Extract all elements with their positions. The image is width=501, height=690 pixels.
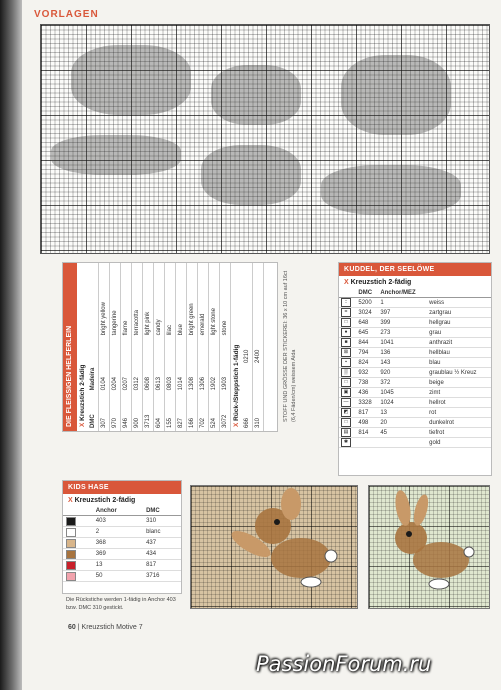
motif-silhouette — [341, 55, 451, 135]
kids-hase-legend — [62, 480, 182, 594]
helper-back-table — [242, 263, 264, 431]
table-row: 946 0207 flame — [121, 263, 132, 431]
table-row: ▣ 436 1045 zimt — [339, 388, 491, 398]
bunny-illustration — [191, 486, 357, 608]
table-row: 310 2400 — [253, 263, 264, 431]
table-row: 827 1014 blue — [176, 263, 187, 431]
motif-silhouette — [201, 145, 301, 205]
table-row: 524 1902 light stone — [209, 263, 220, 431]
table-row: ■ 844 1041 anthrazit — [339, 338, 491, 348]
motif-silhouette — [211, 65, 301, 125]
table-row: 307 0104 bright yellow — [99, 263, 110, 431]
stitch-symbol-icon: □ — [341, 418, 351, 427]
kids-legend-title: KIDS HASE — [63, 481, 181, 494]
stitch-symbol-icon: :: — [341, 298, 351, 307]
helper-stitch-back: X Rück-/Steppstich 1-fädig — [233, 344, 240, 427]
seal-legend — [338, 262, 492, 476]
table-row: 50 3716 — [63, 571, 181, 582]
table-row: 900 0312 terracotta — [132, 263, 143, 431]
table-row: 369 434 — [63, 549, 181, 560]
stitch-symbol-icon: — — [341, 398, 351, 407]
table-row: 604 0613 candy — [154, 263, 165, 431]
stitch-symbol-icon: ▪ — [341, 358, 351, 367]
motif-silhouette — [71, 45, 191, 115]
table-row: = 3024 397 zartgrau — [339, 308, 491, 318]
page-number: 60 — [68, 624, 76, 631]
bunny-illustration — [369, 486, 489, 608]
table-row: ▪ 824 143 blau — [339, 358, 491, 368]
backstitch-note: Die Rückstiche werden 1-fädig in Anchor 403 bzw. DMC 310 gestickt. — [66, 597, 176, 611]
color-swatch — [66, 539, 76, 548]
seal-stitch-type: X Kreuzstich 2-fädig — [344, 279, 412, 286]
table-row: 3713 0608 light pink — [143, 263, 154, 431]
stitch-symbol-icon: □ — [341, 378, 351, 387]
table-row: □ 498 20 dunkelrot — [339, 418, 491, 428]
page-title: VORLAGEN — [34, 9, 99, 20]
table-row: :: 5200 1 weiss — [339, 298, 491, 308]
forum-watermark: PassionForum.ru — [256, 652, 432, 676]
table-row: ✱ gold — [339, 438, 491, 448]
table-row: □ 648 399 hellgrau — [339, 318, 491, 328]
stitch-symbol-icon: ▤ — [341, 428, 351, 437]
helper-legend-title: DIE FLEISSIGEN HELFERLEIN — [63, 263, 77, 431]
motif-silhouette — [51, 135, 181, 175]
stitch-symbol-icon: ▣ — [341, 388, 351, 397]
bunny-chart-green — [368, 485, 490, 609]
table-row: 13 817 — [63, 560, 181, 571]
pattern-chart-main — [40, 24, 490, 254]
table-row: 970 0204 tangerine — [110, 263, 121, 431]
kids-stitch-type: X Kreuzstich 2-fädig — [68, 497, 136, 504]
table-row: ● 645 273 grau — [339, 328, 491, 338]
color-swatch — [66, 550, 76, 559]
bunny-chart-tan — [190, 485, 358, 609]
color-swatch — [66, 572, 76, 581]
stitch-symbol-icon: ⊠ — [341, 348, 351, 357]
magazine-name: Kreuzstich Motive 7 — [81, 624, 143, 631]
table-row: □ 738 372 beige — [339, 378, 491, 388]
table-row: ▒ 932 920 graublau ½ Kreuz — [339, 368, 491, 378]
helper-color-table: DMC Madeira 307 0104 bright yellow 970 0204 tangerine 946 0207 flame 900 0312 terracotta 3713 0608 light pink 604 0613 candy 155 0803 lilac 827 1014 blue 166 1308 bright green 702 1306 emerald 524 1902 light stone 3072 1903 stone — [88, 263, 231, 431]
table-row: 666 0210 — [242, 263, 253, 431]
color-swatch — [66, 517, 76, 526]
table-row: ⊠ 794 136 hellblau — [339, 348, 491, 358]
stitch-symbol-icon: ✱ — [341, 438, 351, 447]
stitch-symbol-icon: ▒ — [341, 368, 351, 377]
seal-legend-title: KUDDEL, DER SEELÖWE — [339, 263, 491, 276]
book-spine-shadow — [0, 0, 22, 690]
kids-color-table: Anchor DMC 403 310 2 blanc 368 437 369 434 13 817 50 3716 — [63, 507, 181, 582]
helper-stitch-cross: X Kreuzstich 2-fädig — [79, 364, 86, 427]
table-row: 368 437 — [63, 538, 181, 549]
table-row: ▤ 814 45 tiefrot — [339, 428, 491, 438]
footer-separator: | — [77, 624, 80, 631]
stitch-symbol-icon: ◩ — [341, 408, 351, 417]
fabric-size-note: STOFF UND GRÖSSE DER STICKEREI: 36 x 10 cm auf 16ct (6,4 Fäden/cm) weissem Aida — [283, 270, 297, 422]
color-swatch — [66, 561, 76, 570]
table-row: 3072 1903 stone — [220, 263, 231, 431]
table-row: 155 0803 lilac — [165, 263, 176, 431]
stitch-symbol-icon: □ — [341, 318, 351, 327]
stitch-symbol-icon: ■ — [341, 338, 351, 347]
stitch-symbol-icon: = — [341, 308, 351, 317]
stitch-symbol-icon: ● — [341, 328, 351, 337]
page-footer — [68, 624, 143, 631]
table-row: 166 1308 bright green — [187, 263, 198, 431]
table-row: 403 310 — [63, 516, 181, 527]
table-row: 2 blanc — [63, 527, 181, 538]
table-row: — 3328 1024 hellrot — [339, 398, 491, 408]
table-row: 702 1306 emerald — [198, 263, 209, 431]
color-swatch — [66, 528, 76, 537]
motif-silhouette — [321, 165, 461, 215]
seal-color-table: DMC Anchor/MEZ :: 5200 1 weiss = 3024 397 zartgrau □ 648 399 hellgrau ● 645 273 grau ■ 844 1041 anthrazit ⊠ 794 136 hellblau ▪ 824 143 blau ▒ 932 920 graublau ½ Kreuz □ 738 372 beige ▣ 436 1045 zimt — 3328 1024 hellrot ◩ 817 13 rot □ 498 20 dunkelrot ▤ 814 45 tiefrot ✱ gold — [339, 289, 491, 448]
helper-legend-rotated — [62, 262, 278, 432]
table-row: ◩ 817 13 rot — [339, 408, 491, 418]
